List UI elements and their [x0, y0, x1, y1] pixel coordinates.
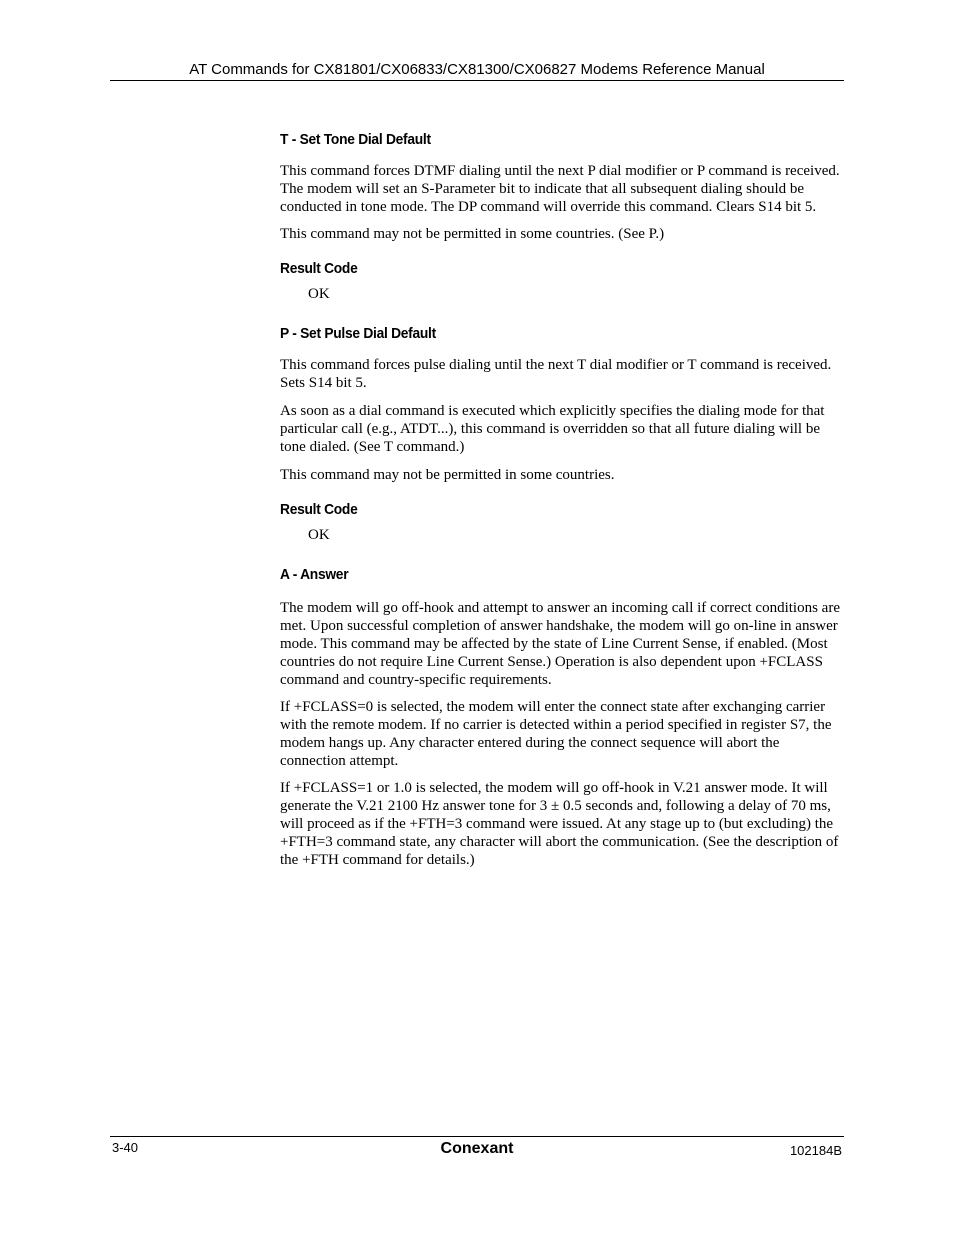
a-paragraph-1: The modem will go off-hook and attempt to answer an incoming call if correct conditions are met. Upon successful completion of answer handshake, the modem will go on-line in answer mode. This command may be affected by the state of Line Current Sense, if enabled. (Most countries do not require Line Current Sense.) Operation is also dependent upon +FCLASS command and country-specific requirements. — [280, 600, 840, 688]
t-paragraph-1: This command forces DTMF dialing until the next P dial modifier or P command is received. The modem will set an S-Parameter bit to indicate that all subsequent dialing should be conducted in tone mode. The DP command will override this command. Clears S14 bit 5. — [280, 163, 840, 215]
section-heading-a: A - Answer — [280, 566, 349, 583]
p-result-code: OK — [308, 527, 330, 543]
t-result-code: OK — [308, 286, 330, 302]
header-rule — [110, 80, 844, 81]
page-number: 3-40 — [112, 1140, 139, 1155]
t-paragraph-2: This command may not be permitted in some countries. (See P.) — [280, 226, 665, 242]
footer-company: Conexant — [440, 1140, 514, 1157]
t-result-heading: Result Code — [280, 260, 358, 277]
a-paragraph-3: If +FCLASS=1 or 1.0 is selected, the modem will go off-hook in V.21 answer mode. It will generate the V.21 2100 Hz answer tone for 3 ± 0.5 seconds and, following a delay of 70 ms, will proceed as if the +FTH=3 command were issued. At any stage up to (but excluding) the +FTH=3 command state, any character will abort the communication. (See the description of the +FTH command for details.) — [280, 780, 839, 868]
document-number: 102184B — [789, 1143, 842, 1158]
page-content — [280, 131, 844, 869]
p-paragraph-2: As soon as a dial command is executed which explicitly specifies the dialing mode for that particular call (e.g., ATDT...), this command is overridden so that all future dialing will be tone dialed. (See T command.) — [280, 403, 825, 455]
p-result-heading: Result Code — [280, 501, 358, 518]
running-header: AT Commands for CX81801/CX06833/CX81300/CX06827 Modems Reference Manual — [189, 61, 765, 78]
p-paragraph-3: This command may not be permitted in some countries. — [280, 467, 615, 483]
section-heading-p: P - Set Pulse Dial Default — [280, 325, 436, 342]
p-paragraph-1: This command forces pulse dialing until the next T dial modifier or T command is received. Sets S14 bit 5. — [280, 357, 832, 391]
a-paragraph-2: If +FCLASS=0 is selected, the modem will enter the connect state after exchanging carrier with the remote modem. If no carrier is detected within a period specified in register S7, the modem hangs up. Any character entered during the connect sequence will abort the connection attempt. — [280, 699, 832, 769]
footer-rule — [110, 1136, 844, 1137]
section-heading-t: T - Set Tone Dial Default — [280, 131, 431, 148]
